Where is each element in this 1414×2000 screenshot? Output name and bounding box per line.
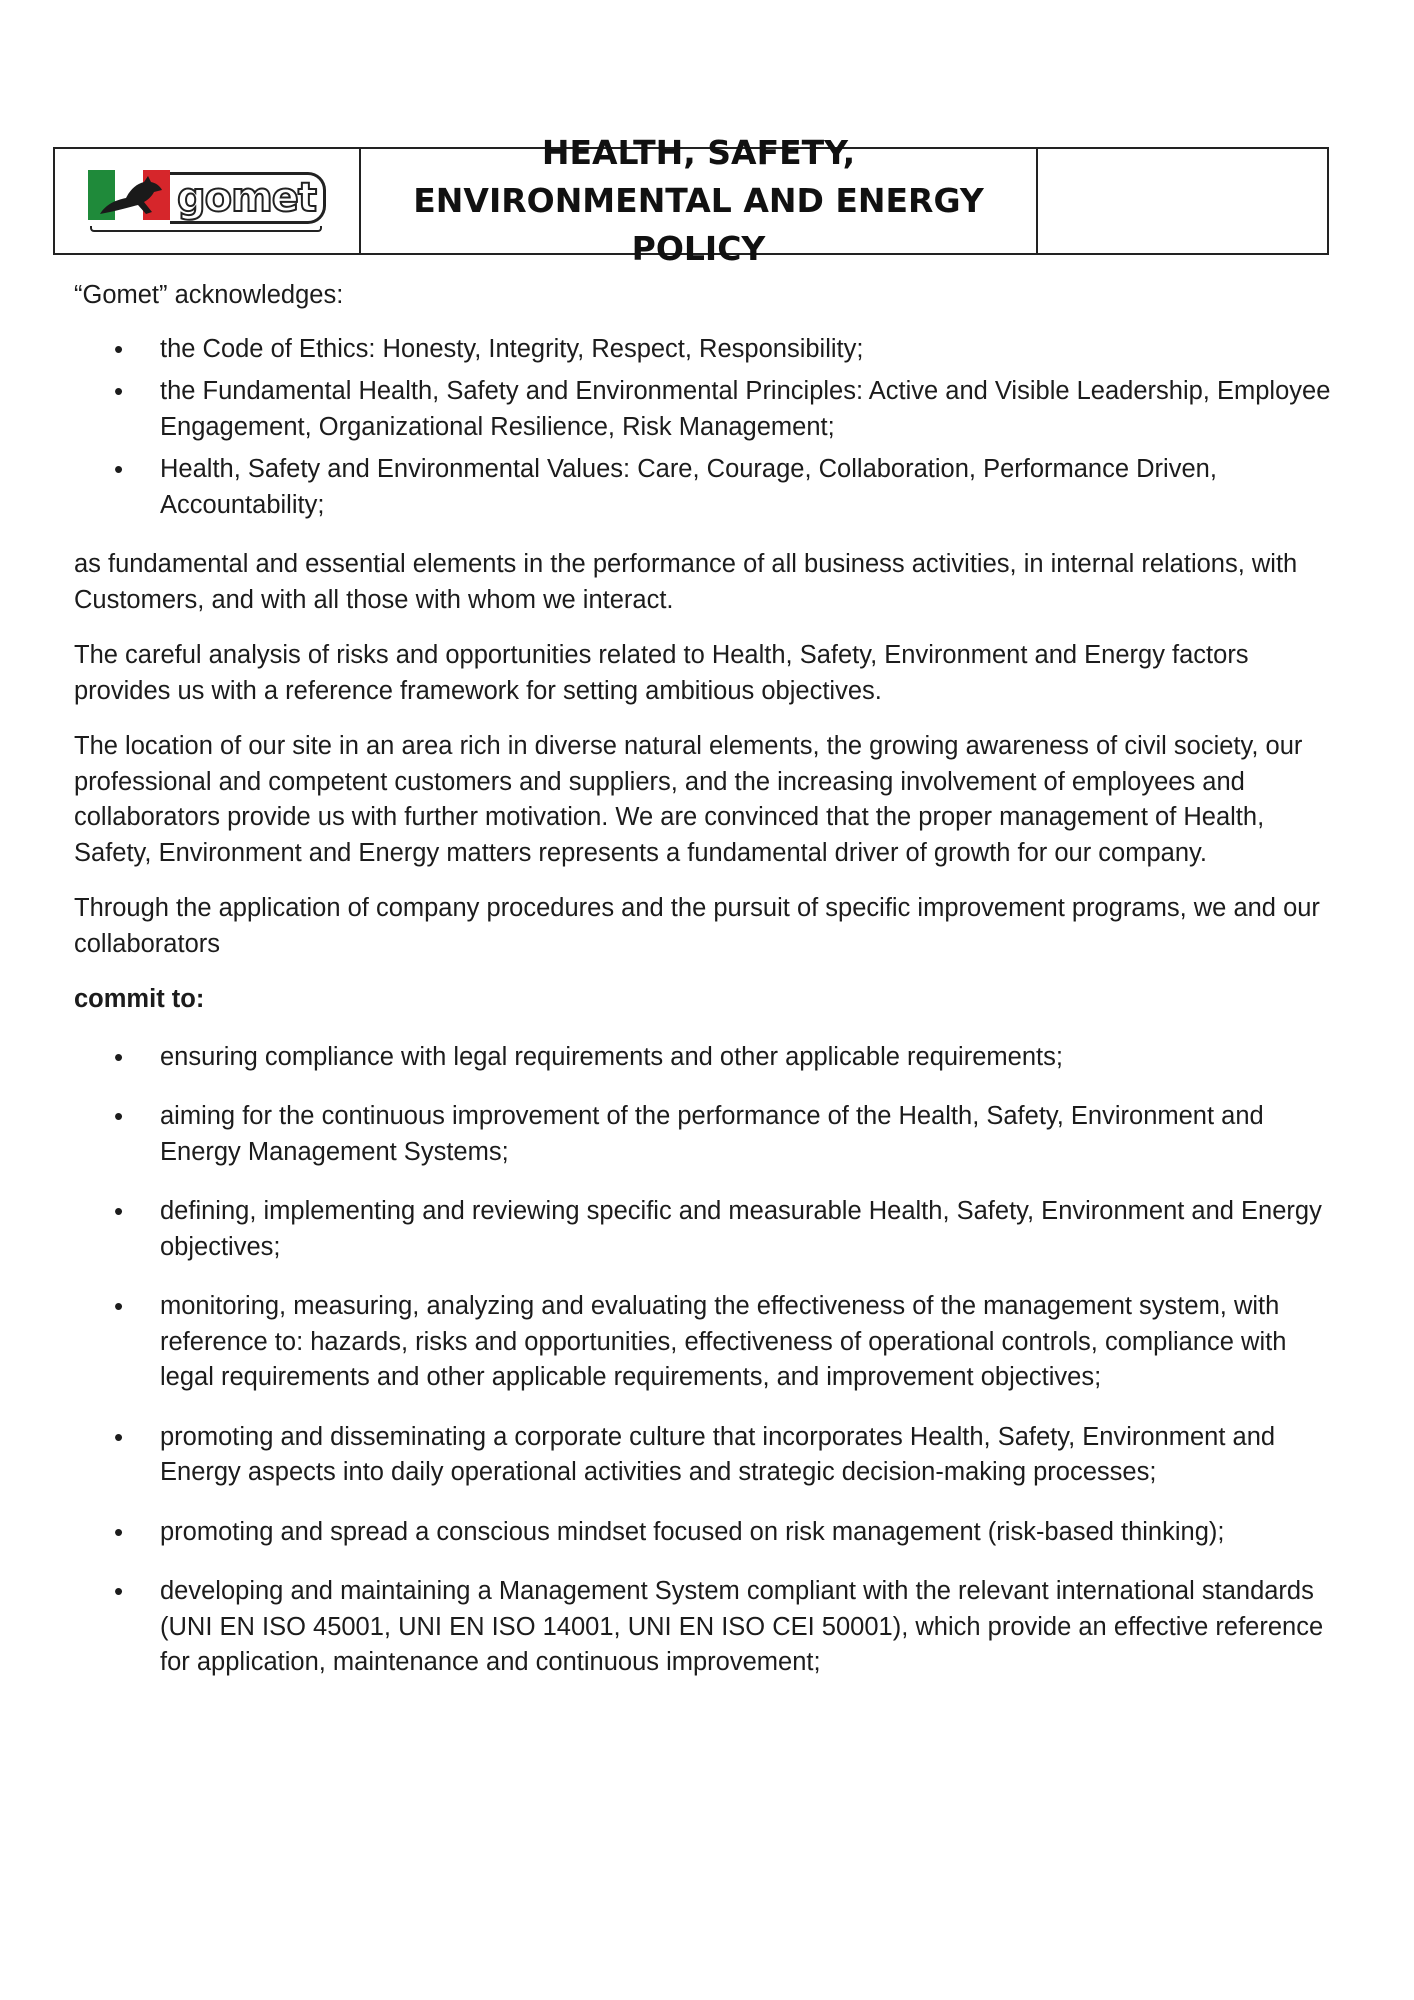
bullet-icon: • [114,376,124,406]
logo-cell [55,149,361,253]
list-item: • ensuring compliance with legal requirements and other applicable requirements; [74,1040,1344,1076]
list-item: • developing and maintaining a Management System compliant with the relevant international standards (UNI EN ISO 45001, UNI EN ISO 14001, UNI EN ISO CEI 50001), which provide an effective reference for application, maintenance and continuous improvement; [114,1576,1324,1676]
acknowledges-list [74,332,1344,524]
empty-cell [1038,149,1327,253]
commit-heading: commit to: [74,985,205,1013]
bullet-icon: • [114,1576,124,1606]
bullet-icon: • [114,333,124,364]
paragraph: as fundamental and essential elements in the performance of all business activities, in internal relations, with Customers, and with all those with whom we interact. [74,550,1298,614]
bullet-icon: • [114,1516,124,1547]
list-item: • promoting and disseminating a corporate culture that incorporates Health, Safety, Environment and Energy aspects into daily operational activities and strategic decision-making processes; [114,1421,1276,1486]
list-item: • the Fundamental Health, Safety and Environmental Principles: Active and Visible Leadership, Employee Engagement, Organizational Resilience, Risk Management; [114,376,1331,441]
bullet-icon: • [114,1101,124,1131]
list-item: • promoting and spread a conscious mindset focused on risk management (risk-based thinking); [74,1515,1344,1551]
commitments-list [74,1040,1344,1681]
logo-wordmark: gomet [170,172,326,224]
paragraph: The careful analysis of risks and opportunities related to Health, Safety, Environment and Energy factors provides us with a reference framework for setting ambitious objectives. [74,641,1249,705]
bullet-icon: • [114,1196,124,1226]
kangaroo-icon [96,174,166,218]
list-item: • Health, Safety and Environmental Values: Care, Courage, Collaboration, Performance Driven, Accountability; [114,454,1217,519]
list-item: • the Code of Ethics: Honesty, Integrity, Respect, Responsibility; [74,332,1344,368]
bullet-icon: • [114,1421,124,1452]
intro-text: “Gomet” acknowledges: [74,281,344,309]
document-body [74,278,1344,1705]
document-title: HEALTH, SAFETY, ENVIRONMENTAL AND ENERGY POLICY [413,133,984,268]
list-item: • monitoring, measuring, analyzing and evaluating the effectiveness of the management system, with reference to: hazards, risks and opportunities, effectiveness of operational controls, compliance with legal requirements and other applicable requirements, and improvement objectives; [114,1291,1287,1391]
gomet-logo [88,168,326,234]
bullet-icon: • [114,1291,124,1321]
paragraph: Through the application of company procedures and the pursuit of specific improvement programs, we and our collaborators [74,894,1320,958]
title-cell [361,133,1038,268]
list-item: • defining, implementing and reviewing specific and measurable Health, Safety, Environment and Energy objectives; [114,1196,1322,1261]
paragraph: The location of our site in an area rich in diverse natural elements, the growing awareness of civil society, our professional and competent customers and suppliers, and the increasing involvement of employees and collaborators provide us with further motivation. We are convinced that the proper management of Health, Safety, Environment and Energy matters represents a fundamental driver of growth for our company. [74,732,1303,867]
list-item: • aiming for the continuous improvement of the performance of the Health, Safety, Environment and Energy Management Systems; [114,1101,1264,1166]
bullet-icon: • [114,454,124,484]
logo-underline [90,226,322,232]
header-table [53,133,1329,268]
bullet-icon: • [114,1041,124,1072]
